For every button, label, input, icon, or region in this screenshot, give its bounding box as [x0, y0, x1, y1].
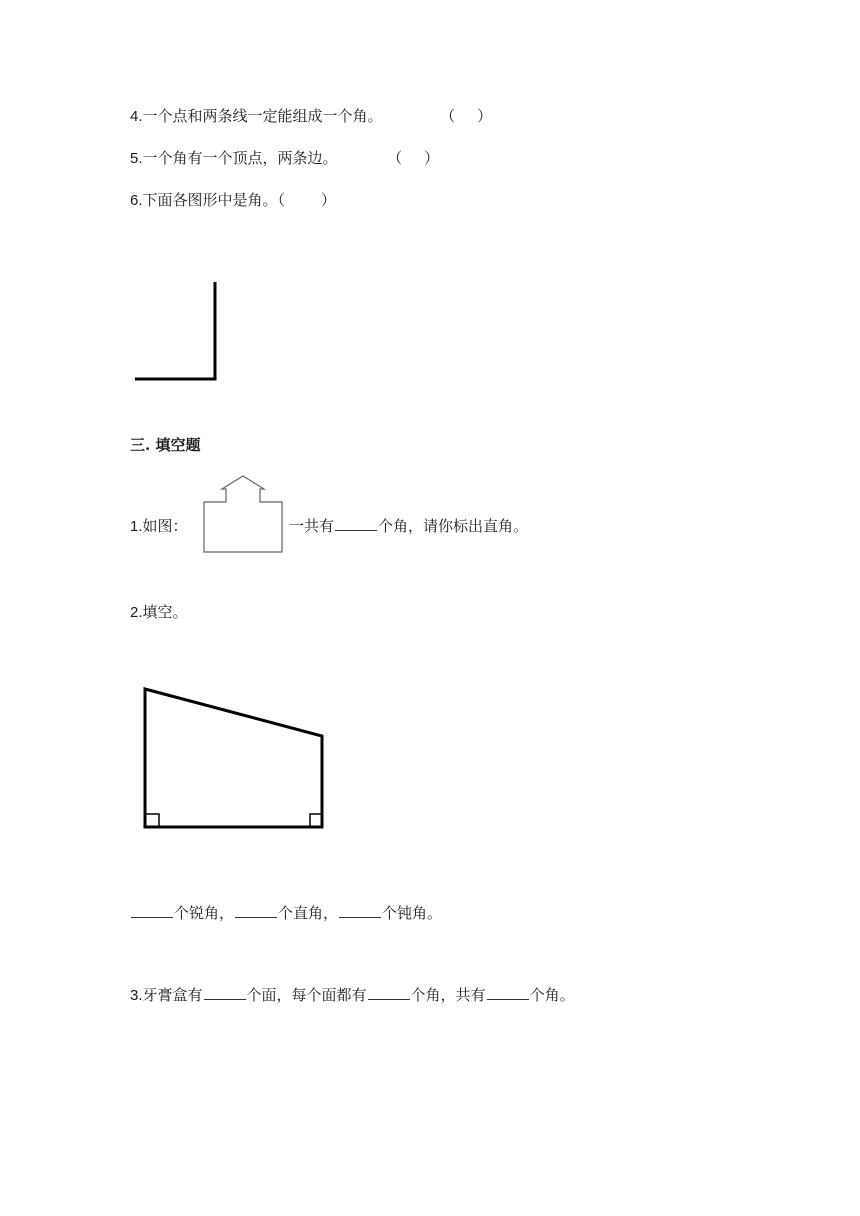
total-angles-blank[interactable] [487, 985, 529, 1000]
fill-question-1-prefix: 如图： [142, 517, 188, 535]
fill-question-3 [130, 985, 575, 1006]
acute-angle-blank[interactable] [131, 903, 173, 918]
fill-question-2-answers [130, 903, 442, 923]
acute-angle-label: 个锐角， [174, 904, 235, 922]
fill-question-2-text: 填空。 [142, 603, 188, 621]
fill-question-3-t3: 个角，共有 [410, 986, 486, 1004]
trapezoid-outline [145, 689, 322, 827]
right-angle-mark-right [310, 814, 322, 827]
question-6-number: 6. [130, 192, 143, 209]
fill-question-3-t2: 个面，每个面都有 [246, 986, 367, 1004]
question-4-answer-close: ） [477, 107, 493, 125]
fill-question-3-number: 3. [130, 987, 143, 1004]
question-6-text: 下面各图形中是角。 [142, 191, 278, 209]
question-5-text: 一个角有一个顶点，两条边。 [142, 149, 338, 167]
obtuse-angle-label: 个钝角。 [382, 904, 443, 922]
question-5-answer-close: ） [424, 149, 440, 167]
fill-question-1-suffix: 个角，请你标出直角。 [378, 517, 529, 535]
right-angle-blank[interactable] [235, 903, 277, 918]
fill-question-1-mid: 一共有 [289, 517, 335, 535]
question-6-answer-close: ） [321, 191, 337, 209]
question-4-answer-open: （ [440, 107, 456, 125]
right-angle-label: 个直角， [278, 904, 339, 922]
fill-question-2-number: 2. [130, 604, 143, 621]
question-5-number: 5. [130, 150, 143, 167]
question-6-answer-open: （ [277, 191, 286, 209]
section-title: 三. 填空题 [130, 436, 201, 454]
obtuse-angle-blank[interactable] [339, 903, 381, 918]
faces-blank[interactable] [204, 985, 246, 1000]
question-4-number: 4. [130, 108, 143, 125]
angles-per-face-blank[interactable] [368, 985, 410, 1000]
fill-question-3-t4: 个角。 [529, 986, 575, 1004]
fill-question-3-t1: 牙膏盒有 [142, 986, 203, 1004]
question-5-answer-open: （ [387, 149, 403, 167]
question-4-text: 一个点和两条线一定能组成一个角。 [142, 107, 383, 125]
right-angle-mark-left [145, 814, 159, 827]
fill-question-1-number: 1. [130, 518, 143, 535]
